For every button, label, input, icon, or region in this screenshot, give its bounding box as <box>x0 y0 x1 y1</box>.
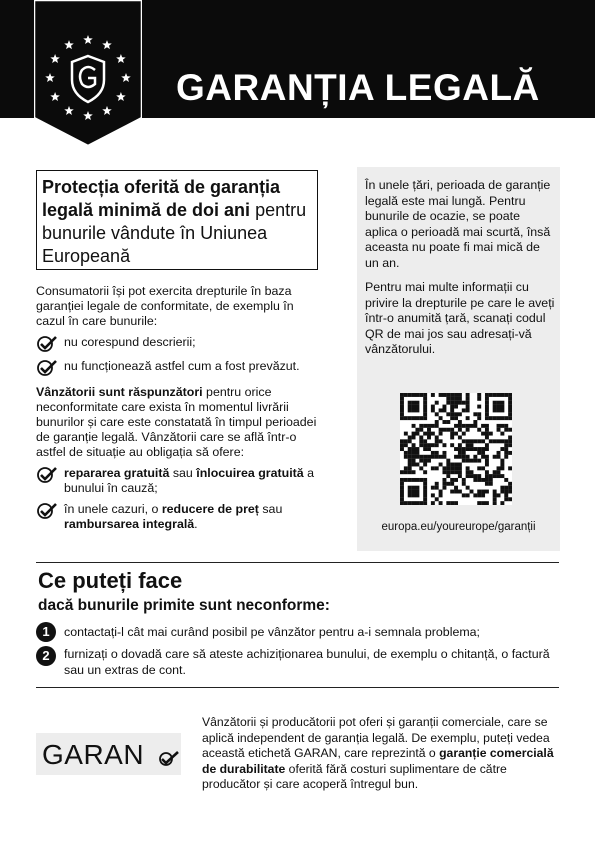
sidebar-paragraph: Pentru mai multe informații cu privire la drepturile pe care le aveți într-o anumită țară, scanați codul QR de mai jos sau adresați-vă vânzătorului. <box>365 280 555 356</box>
garan-label-badge <box>36 733 181 775</box>
remedy-plain: a bunului în cauză; <box>64 466 315 495</box>
remedy-text <box>64 502 321 532</box>
section-subheading: dacă bunurile primite sunt neconforme: <box>38 597 330 614</box>
remedy-bold: înlocuirea gratuită <box>196 466 304 480</box>
remedy-bold: reducere de preț <box>161 502 259 516</box>
check-icon <box>158 749 180 767</box>
intro-text: Consumatorii își pot exercita drepturile în baza garanției legale de conformitate, de exemplu în cazul în care bunurile: <box>36 284 294 328</box>
legal-guarantee-heading-box <box>36 170 318 270</box>
rights-section <box>36 284 321 532</box>
garan-label-text: GARAN <box>42 739 145 770</box>
divider <box>36 687 559 688</box>
condition-item <box>36 359 321 377</box>
check-icon <box>36 502 58 520</box>
bottom-plain: Vânzătorii și producătorii pot oferi și garanții comerciale, care se aplică independent de garanția legală. De exemplu, puteți vedea această etichetă GARAN, care reprezintă o <box>202 715 550 760</box>
box-heading-regular: pentru bunurile vândute în Uniunea Europeană <box>42 200 307 266</box>
step-text: contactați-l cât mai curând posibil pe vânzător pentru a-i semnala problema; <box>64 625 480 639</box>
remedy-bold: repararea gratuită <box>64 466 170 480</box>
remedy-bold: rambursarea integrală <box>64 517 195 531</box>
condition-text: nu funcționează astfel cum a fost prevăzut. <box>64 359 300 373</box>
step-number-badge: 1 <box>36 622 56 642</box>
divider <box>36 562 559 563</box>
sidebar-paragraph: În unele țări, perioada de garanție legală este mai lungă. Pentru bunurile de ocazie, se poate aplica o perioadă mai scurtă, însă aceasta nu poate fi mai mică de un an. <box>365 178 551 270</box>
page-title: GARANȚIA LEGALĂ <box>176 67 540 108</box>
check-icon <box>36 335 58 353</box>
step-number-badge: 2 <box>36 646 56 666</box>
bottom-bold: garanție comercială de durabilitate <box>202 746 554 776</box>
sellers-bold: Vânzătorii sunt răspunzători <box>36 385 203 399</box>
eu-shield-logo <box>34 0 142 146</box>
condition-item <box>36 335 321 353</box>
info-url[interactable]: europa.eu/youreurope/garanții <box>381 521 536 533</box>
commercial-guarantee-text <box>202 715 558 793</box>
step-text: furnizați o dovadă care să ateste achiziționarea bunului, de exemplu o chitanță, o factură sau un extras de cont. <box>64 647 550 677</box>
check-icon <box>36 466 58 484</box>
remedy-item <box>36 466 321 496</box>
remedy-plain: sau <box>169 466 197 480</box>
remedy-plain: sau <box>258 502 283 516</box>
condition-text: nu corespund descrierii; <box>64 335 196 349</box>
box-heading-bold: Protecția oferită de garanția legală minimă de doi ani <box>42 177 281 220</box>
check-icon <box>36 359 58 377</box>
remedy-plain: . <box>194 517 198 531</box>
sidebar-text <box>365 178 555 367</box>
remedy-item <box>36 502 321 532</box>
sellers-paragraph <box>36 385 321 460</box>
bottom-plain: oferită fără costuri suplimentare de către producător și care acoperă întregul bun. <box>202 761 507 791</box>
qr-code[interactable] <box>400 393 512 505</box>
section-heading: Ce puteți face <box>38 568 183 593</box>
remedy-plain: în unele cazuri, o <box>64 502 162 516</box>
remedy-text <box>64 466 321 496</box>
sellers-text: pentru orice neconformitate care exista în momentul livrării bunurilor și care este constatată în timpul perioadei de garanție legală. Vânzătorii care se află într-o astfel de situație au obligația să ofere: <box>36 385 317 459</box>
